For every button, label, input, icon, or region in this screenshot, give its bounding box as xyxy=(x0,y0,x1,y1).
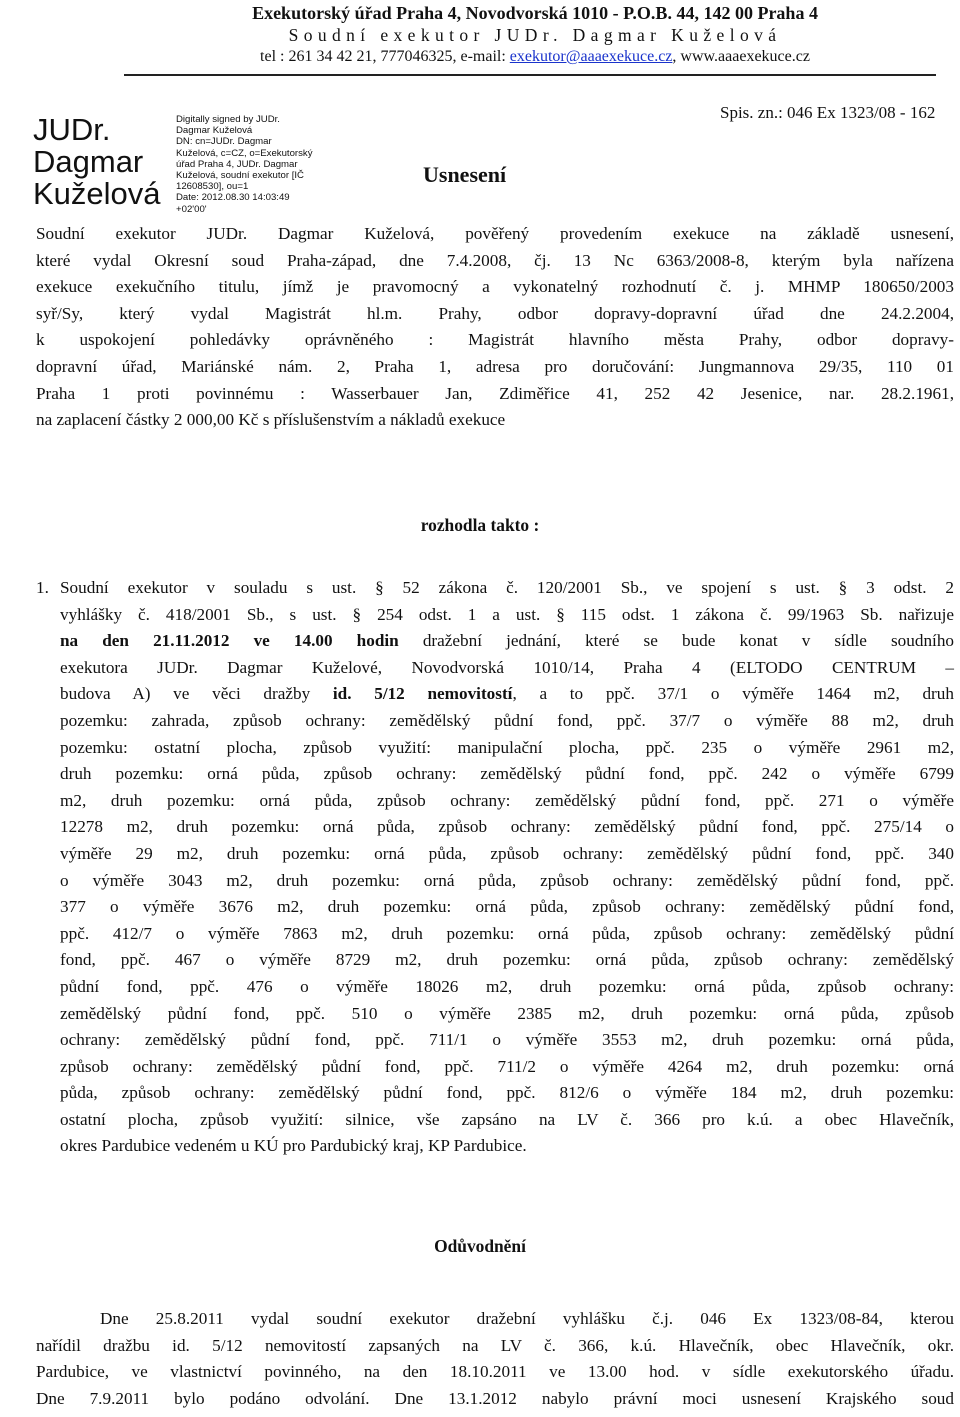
contact-text: tel : 261 34 42 21, 777046325, e-mail: xyxy=(260,48,510,65)
item-line-rest: dražební jednání, které se bude konat v sídle soudního xyxy=(398,631,955,651)
intro-paragraph xyxy=(36,221,954,434)
item-line: ppč. 412/7 o výměře 7863 m2, druh pozemku: orná půda, způsob ochrany: zemědělský půdní xyxy=(60,923,954,943)
item-line: o výměře 3043 m2, druh pozemku: orná půda, způsob ochrany: zemědělský půdní fond, ppč. xyxy=(60,870,954,890)
item-line: výměře 29 m2, druh pozemku: orná půda, způsob ochrany: zemědělský půdní fond, ppč. 340 xyxy=(60,843,954,863)
item-line: zemědělský půdní fond, ppč. 510 o výměře 2385 m2, druh pozemku: orná půda, způsob xyxy=(60,1003,954,1023)
signature-detail-line: Kuželová, c=CZ, o=Exekutorský xyxy=(176,147,313,159)
signature-name-line: JUDr. xyxy=(33,112,111,147)
item-line: m2, druh pozemku: orná půda, způsob ochrany: zemědělský půdní fond, ppč. 271 o výměře xyxy=(60,790,954,810)
signature-name-line: Dagmar xyxy=(33,144,144,179)
executor-name: Soudní exekutor JUDr. Dagmar Kuželová xyxy=(288,25,782,45)
item-line: Soudní exekutor v souladu s ust. § 52 zákona č. 120/2001 Sb., ve spojení s ust. § 3 odst. 2 xyxy=(60,578,954,597)
reasoning-line: nařídil dražbu id. 5/12 nemovitostí zapsaných na LV č. 366, k.ú. Hlavečník, obec Hlavečník, okr. xyxy=(36,1335,954,1355)
item-line: fond, ppč. 467 o výměře 8729 m2, druh pozemku: orná půda, způsob ochrany: zemědělský xyxy=(60,950,954,970)
signature-name[interactable] xyxy=(33,114,161,210)
reasoning-line: Pardubice, ve vlastnictví povinného, na den 18.10.2011 ve 13.00 hod. v sídle exekutorského úřadu. xyxy=(36,1362,954,1382)
item-line xyxy=(60,628,954,655)
item-line: exekutora JUDr. Dagmar Kuželové, Novodvorská 1010/14, Praha 4 (ELTODO CENTRUM – xyxy=(60,657,954,677)
intro-line: na zaplacení částky 2 000,00 Kč s příslušenstvím a nákladů exekuce xyxy=(36,410,506,430)
item-line: pozemku: ostatní plocha, způsob využití: manipulační plocha, ppč. 235 o výměře 2961 m2, xyxy=(60,737,954,757)
auction-date: na den 21.11.2012 ve 14.00 hodin xyxy=(60,631,399,651)
item-line: druh pozemku: orná půda, způsob ochrany: zemědělský půdní fond, ppč. 242 o výměře 6799 xyxy=(60,764,954,784)
item-line: půda, způsob ochrany: zemědělský půdní fond, ppč. 812/6 o výměře 184 m2, druh pozemku: xyxy=(60,1083,954,1103)
website-text: www.aaaexekuce.cz xyxy=(680,48,810,65)
email-link[interactable]: exekutor@aaaexekuce.cz xyxy=(509,48,673,65)
decision-heading: rozhodla takto : xyxy=(420,515,540,535)
item-line-part: budova A) ve věci dražby xyxy=(60,684,333,704)
contact-separator: , xyxy=(672,48,681,65)
intro-line: Praha 1 proti povinnému : Wasserbauer Jan, Zdiměřice 41, 252 42 Jesenice, nar. 28.2.1961, xyxy=(36,383,954,403)
signature-detail-line: Digitally signed by JUDr. xyxy=(176,114,280,125)
intro-line: Soudní exekutor JUDr. Dagmar Kuželová, pověřený provedením exekuce na základě usnesení, xyxy=(36,224,954,243)
office-address: Exekutorský úřad Praha 4, Novodvorská 1010 - P.O.B. 44, 142 00 Praha 4 xyxy=(252,3,818,23)
decision-item xyxy=(60,575,954,1160)
contact-line xyxy=(125,46,945,68)
item-line: ochrany: zemědělský půdní fond, ppč. 711/1 o výměře 3553 m2, druh pozemku: orná půda, xyxy=(60,1030,954,1050)
intro-line: k uspokojení pohledávky oprávněného : Magistrát hlavního města Prahy, odbor dopravy- xyxy=(36,330,954,350)
intro-line: exekuce exekučního titulu, jímž je pravomocný a vykonatelný rozhodnutí č. j. MHMP 180650/2003 xyxy=(36,277,954,297)
reasoning-paragraph xyxy=(36,1306,954,1412)
intro-line: dopravní úřad, Mariánské nám. 2, Praha 1, adresa pro doručování: Jungmannova 29/35, 110 01 xyxy=(36,356,954,376)
signature-detail-line: DN: cn=JUDr. Dagmar xyxy=(176,136,272,148)
letterhead xyxy=(125,2,945,68)
signature-detail-line: Kuželová, soudní exekutor [IČ xyxy=(176,170,304,182)
item-line: 12278 m2, druh pozemku: orná půda, způsob ochrany: zemědělský půdní fond, ppč. 275/14 o xyxy=(60,817,954,837)
reasoning-heading: Odůvodnění xyxy=(434,1236,526,1256)
case-number: Spis. zn.: 046 Ex 1323/08 - 162 xyxy=(720,103,936,122)
reasoning-line: Dne 25.8.2011 vydal soudní exekutor dražební vyhlášku č.j. 046 Ex 1323/08-84, kterou xyxy=(100,1309,954,1328)
item-number: 1. xyxy=(36,578,49,597)
item-line-part: , a to ppč. 37/1 o výměře 1464 m2, druh xyxy=(512,684,954,704)
signature-details[interactable] xyxy=(176,114,336,215)
reasoning-line: Dne 7.9.2011 bylo podáno odvolání. Dne 13.1.2012 nabylo právní moci usnesení Krajského soud xyxy=(36,1388,954,1408)
document-title: Usnesení xyxy=(423,162,507,187)
signature-detail-line: +02'00' xyxy=(176,203,207,215)
item-line: ostatní plocha, způsob využití: silnice, vše zapsáno na LV č. 366 pro k.ú. a obec Hlavečník, xyxy=(60,1109,954,1129)
item-line: způsob ochrany: zemědělský půdní fond, ppč. 711/2 o výměře 4264 m2, druh pozemku: orná xyxy=(60,1056,954,1076)
item-line: pozemku: zahrada, způsob ochrany: zemědělský půdní fond, ppč. 37/7 o výměře 88 m2, druh xyxy=(60,710,954,730)
item-line: půdní fond, ppč. 476 o výměře 18026 m2, druh pozemku: orná půda, způsob ochrany: xyxy=(60,976,954,996)
item-line: 377 o výměře 3676 m2, druh pozemku: orná půda, způsob ochrany: zemědělský půdní fond, xyxy=(60,897,954,917)
signature-detail-line: 12608530], ou=1 xyxy=(176,181,249,193)
item-line: okres Pardubice vedeném u KÚ pro Pardubický kraj, KP Pardubice. xyxy=(60,1136,527,1156)
intro-line: které vydal Okresní soud Praha-západ, dne 7.4.2008, čj. 13 Nc 6363/2008-8, kterým byla nařízena xyxy=(36,250,954,270)
auction-id: id. 5/12 nemovitostí xyxy=(332,684,513,704)
signature-detail-line: úřad Praha 4, JUDr. Dagmar xyxy=(176,158,298,170)
item-line: vyhlášky č. 418/2001 Sb., s ust. § 254 odst. 1 a ust. § 115 odst. 1 zákona č. 99/1963 Sb. nařizuje xyxy=(60,604,954,624)
signature-detail-line: Dagmar Kuželová xyxy=(176,125,253,137)
item-line xyxy=(60,681,954,708)
intro-line: syř/Sy, který vydal Magistrát hl.m. Prahy, odbor dopravy-dopravní úřad dne 24.2.2004, xyxy=(36,303,954,323)
header-divider xyxy=(124,74,936,76)
signature-name-line: Kuželová xyxy=(33,176,161,211)
signature-detail-line: Date: 2012.08.30 14:03:49 xyxy=(176,192,290,204)
